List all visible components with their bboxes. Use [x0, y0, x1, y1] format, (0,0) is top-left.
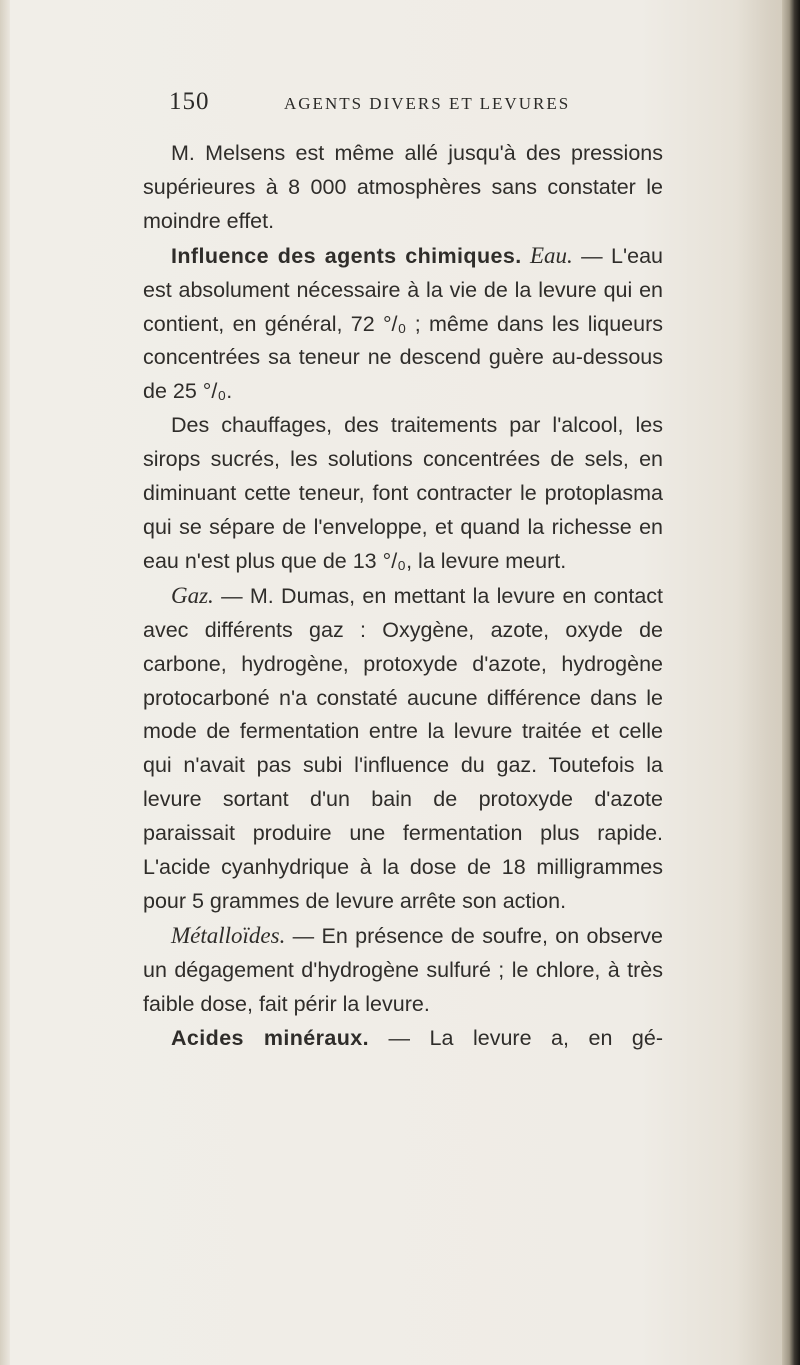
book-spine-shadow [782, 0, 800, 1365]
section-heading-chemical-agents: Influence des agents chimiques. [171, 243, 522, 268]
paragraph-acides-body: — La levure a, en gé- [369, 1025, 664, 1050]
paragraph-chauffages: Des chauffages, des traitements par l'alcool, les sirops sucrés, les solutions concentrées de sels, en diminuant cette teneur, font contracter le protoplasma qui se sépare de l'enveloppe, et quand la richesse en eau n'est plus que de 13 °/₀, la levure meurt. [143, 413, 663, 573]
paragraph-metalloides [143, 919, 663, 1022]
paragraph-acides [143, 1022, 663, 1056]
paragraph-metalloides-body: — En présence de soufre, on observe un dégagement d'hydrogène sulfuré ; le chlore, à très faible dose, fait périr la levure. [143, 923, 663, 1016]
paragraph-chemical-agents [143, 239, 663, 410]
section-heading-acides: Acides minéraux. [171, 1025, 369, 1050]
paragraph-eau-body: — L'eau est absolument nécessaire à la vie de la levure qui en contient, en général, 72 °/₀ ; même dans les liqueurs concentrées sa teneur ne descend guère au-dessous de 25 °/₀. [143, 243, 663, 404]
subheading-gaz: Gaz. [171, 582, 214, 608]
body-text [143, 137, 663, 1055]
page-header [169, 88, 629, 122]
running-head: AGENTS DIVERS ET LEVURES [284, 94, 571, 113]
paragraph-gaz-body: — M. Dumas, en mettant la levure en contact avec différents gaz : Oxygène, azote, oxyde de carbone, hydrogène, protoxyde d'azote, hydrogène protocarboné n'a constaté aucune différence dans le mode de fermentation entre la levure traitée et celle qui n'avait pas subi l'influence du gaz. Toutefois la levure sortant d'un bain de protoxyde d'azote paraissait produire une fermentation plus rapide. L'acide cyanhydrique à la dose de 18 milligrammes pour 5 grammes de levure arrête son action. [143, 583, 663, 913]
subheading-eau: Eau. [529, 242, 573, 268]
paragraph-melsens: M. Melsens est même allé jusqu'à des pressions supérieures à 8 000 atmosphères sans constater le moindre effet. [143, 141, 663, 233]
subheading-metalloides: Métalloïdes. [171, 922, 286, 948]
page-number: 150 [169, 88, 210, 115]
page-left-edge [0, 0, 10, 1365]
paragraph-gaz [143, 579, 663, 919]
